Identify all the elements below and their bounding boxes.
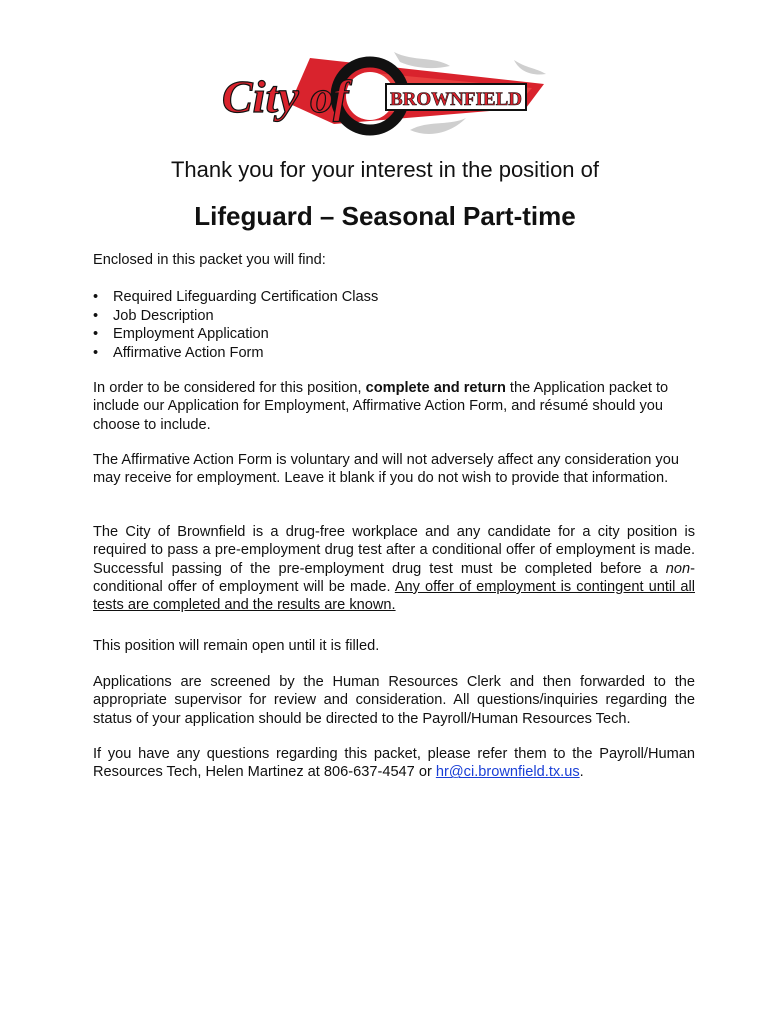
bullet-icon: •: [93, 307, 99, 324]
bullet-icon: •: [93, 345, 99, 362]
affirmative-action-note: The Affirmative Action Form is voluntary and will not adversely affect any consideration you may receive for employment. Leave it blank if you do not wish to provide that information.: [93, 452, 679, 487]
list-item: • Affirmative Action Form: [93, 345, 264, 362]
contact-information: If you have any questions regarding this packet, please refer them to the Payroll/Human Resources Tech, Helen Martinez at 806-637-4547 or hr@ci.brownfield.tx.us.: [93, 746, 695, 781]
logo-city-of-text: City of: [222, 71, 349, 122]
screening-process: Applications are screened by the Human Resources Clerk and then forwarded to the appropriate supervisor for review and consideration. All questions/inquiries regarding the status of your application should be directed to the Payroll/Human Resources Tech.: [93, 674, 695, 727]
emphasis-non: non: [665, 560, 691, 577]
city-of-brownfield-logo: [214, 44, 548, 148]
list-item: • Employment Application: [93, 326, 269, 343]
lead-line: Thank you for your interest in the position of: [170, 157, 599, 182]
list-item: • Required Lifeguarding Certification Class: [93, 289, 379, 305]
emphasis-complete-return: complete and return: [365, 380, 506, 396]
logo-brownfield-text: BROWNFIELD: [390, 89, 522, 110]
list-item: • Job Description: [93, 307, 214, 324]
hr-email-link[interactable]: hr@ci.brownfield.tx.us: [435, 764, 580, 781]
contingency-statement: Any offer of employment is contingent until all tests are completed and the results are known.: [93, 578, 695, 614]
position-title: Lifeguard – Seasonal Part-time: [194, 201, 576, 231]
bullet-icon: •: [93, 326, 99, 343]
application-instructions: In order to be considered for this position, complete and return the Application packet to include our Application for Employment, Affirmative Action Form, and résumé should you choose to include.: [93, 380, 669, 433]
bullet-icon: •: [93, 289, 99, 305]
packet-intro: Enclosed in this packet you will find:: [93, 252, 326, 268]
open-until-filled: This position will remain open until it is filled.: [93, 638, 380, 654]
packet-contents-list: [93, 288, 695, 363]
drug-test-policy: The City of Brownfield is a drug-free workplace and any candidate for a city position is required to pass a pre-employment drug test after a conditional offer of employment is made. Successful passing of the pre-employment drug test must be completed before a non-conditional offer of employment will be made. Any offer of employment is contingent until all tests are completed and the results are known.: [93, 524, 695, 614]
